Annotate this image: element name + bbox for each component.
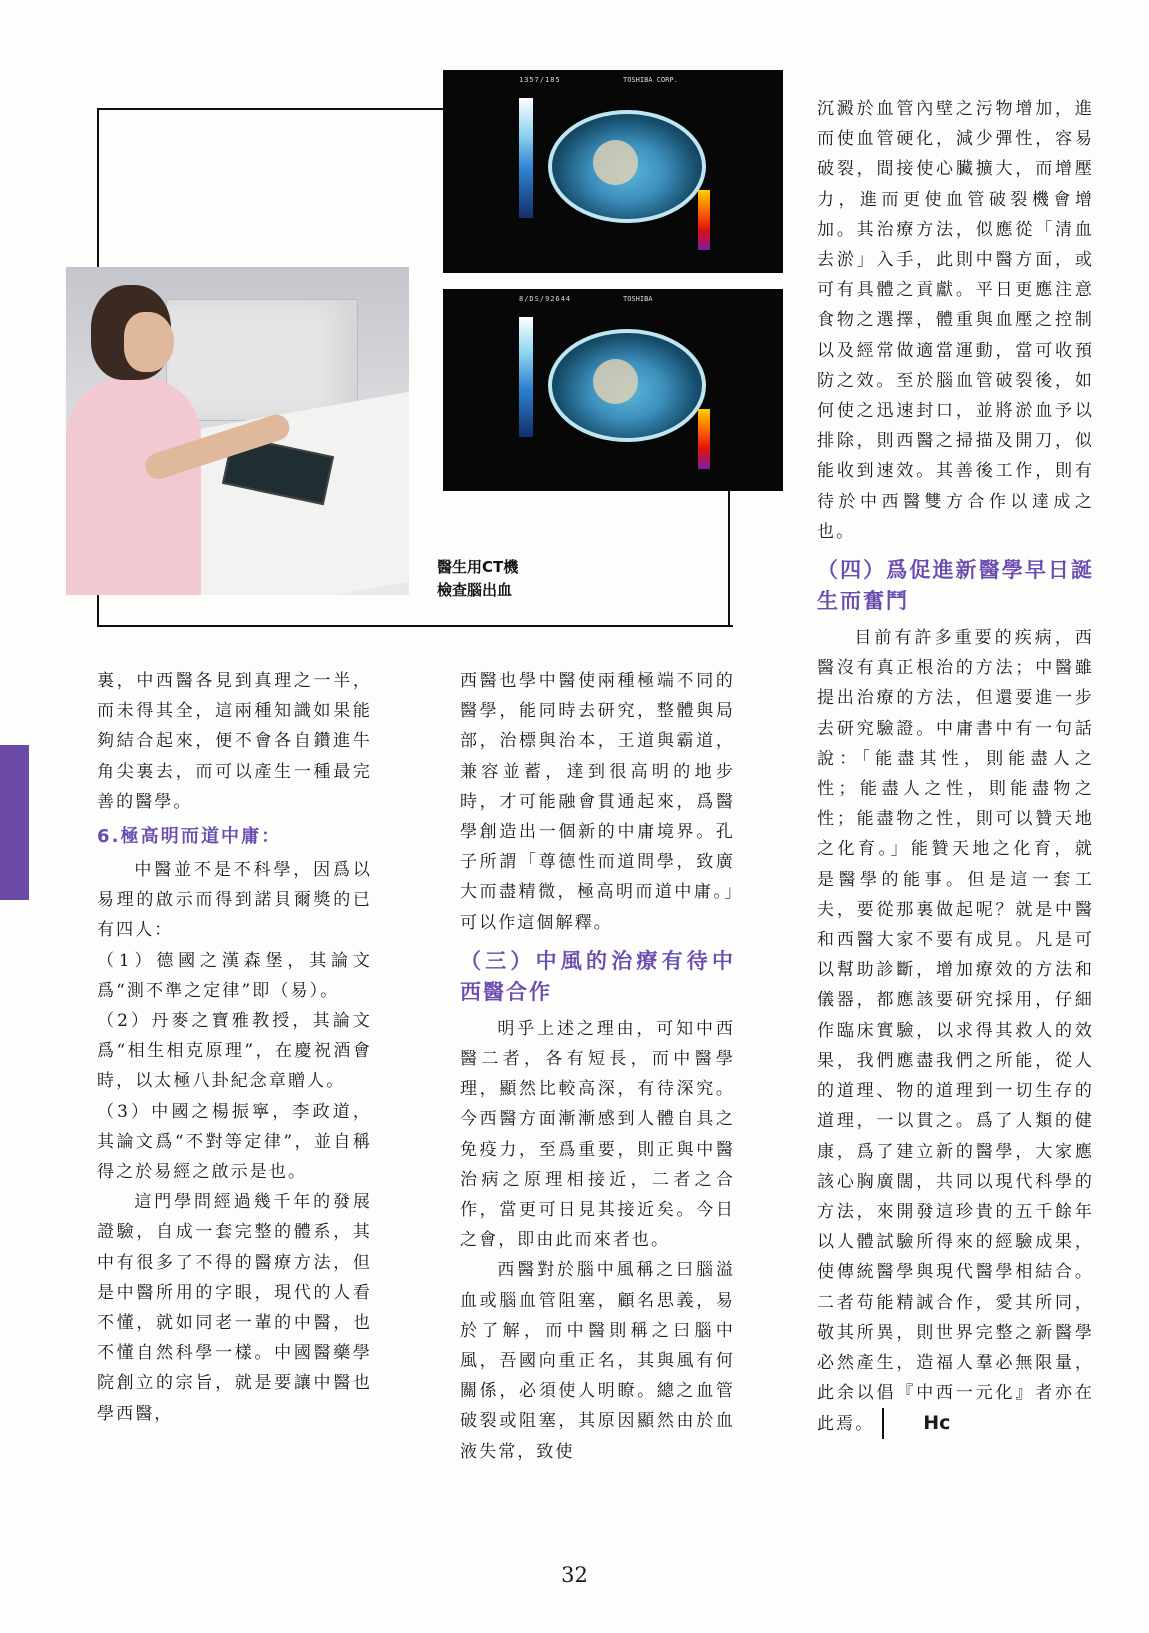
scan-vendor-text: TOSHIBA [623, 295, 653, 303]
scan-vendor-text: TOSHIBA CORP. [623, 76, 678, 84]
figure-caption [437, 556, 518, 602]
section-heading: 6.極高明而道中庸： [97, 826, 282, 848]
doctor-face [124, 312, 174, 372]
ct-gray-scale [519, 98, 533, 218]
ct-scan-image-2 [443, 289, 783, 491]
ct-console-monitor [166, 299, 358, 421]
text-column-1 [97, 666, 372, 1429]
list-item: （1）德國之漢森堡，其論文爲“測不準之定律”即（易）。 [97, 950, 372, 1001]
section-heading: （三）中風的治療有待中西醫合作 [460, 948, 735, 1004]
paragraph: 沉澱於血管內壁之污物增加，進而使血管硬化，減少彈性，容易破裂，間接使心臟擴大，而增壓力，進而更使血管破裂機會增加。其治療方法，似應從「清血去淤」入手，此則中醫方面，或可有具體之貢獻。平日更應注意食物之選擇，體重與血壓之控制以及經常做適當運動，當可收預防之效。至於腦血管破裂後，如何使之迅速封口，並將淤血予以排除，則西醫之掃描及開刀，似能收到速效。其善後工作，則有待於中西醫雙方合作以達成之也。 [817, 99, 1094, 542]
doctor-figure [66, 377, 201, 595]
paragraph: 西醫也學中醫使兩種極端不同的醫學，能同時去研究，整體與局部，治標與治本，王道與霸道，兼容並蓄，達到很高明的地步時，才可能融會貫通起來，爲醫學創造出一個新的中庸境界。孔子所謂「尊德性而道問學，致廣大而盡精微，極高明而道中庸。」可以作這個解釋。 [460, 671, 735, 933]
list-item: （3）中國之楊振寧，李政道，其論文爲“不對等定律”，並自稱得之於易經之啟示是也。 [97, 1101, 372, 1183]
paragraph: 明乎上述之理由，可知中西醫二者，各有短長，而中醫學理，顯然比較高深，有待深究。今西醫方面漸漸感到人體自具之免疫力，至爲重要，則正與中醫治病之原理相接近，二者之合作，當更可日見其接近矣。今日之會，即由此而來者也。 [460, 1018, 735, 1251]
paragraph: 裏，中西醫各見到真理之一半，而未得其全，這兩種知識如果能夠結合起來，便不會各自鑽進牛角尖裏去，而可以產生一種最完善的醫學。 [97, 671, 372, 812]
ct-heart-region [593, 140, 638, 185]
ct-color-scale [698, 409, 710, 469]
ct-scan-image-1 [443, 70, 783, 273]
paragraph: 這門學問經過幾千年的發展證驗，自成一套完整的體系，其中有很多了不得的醫療方法，但是中醫所用的字眼，現代的人看不懂，就如同老一輩的中醫，也不懂自然科學一樣。中國醫藥學院創立的宗旨，就是要讓中醫也學西醫， [97, 1192, 372, 1424]
publisher-logo: Hc [882, 1408, 951, 1438]
paragraph-text: 目前有許多重要的疾病，西醫沒有真正根治的方法；中醫雖提出治療的方法，但還要進一步去研究驗證。中庸書中有一句話說：「能盡其性，則能盡人之性；能盡人之性，則能盡物之性；能盡物之性，則可以贊天地之化育。」能贊天地之化育，就是醫學的能事。但是這一套工夫，要從那裏做起呢？就是中醫和西醫大家不要有成見。凡是可以幫助診斷，增加療效的方法和儀器，都應該要研究採用，仔細作臨床實驗，以求得其救人的效果，我們應盡我們之所能，從人的道理、物的道理到一切生存的道理，一以貫之。爲了人類的健康，爲了建立新的醫學，大家應該心胸廣闊，共同以現代科學的方法，來開發這珍貴的五千餘年以人體試驗所得來的經驗成果，使傳統醫學與現代醫學相結合。二者苟能精誠合作，愛其所同，敬其所異，則世界完整之新醫學必然產生，造福人羣必無限量，此余以倡『中西一元化』者亦在此焉。 [817, 628, 1094, 1435]
ct-gray-scale [519, 317, 533, 437]
section-heading: （四）爲促進新醫學早日誕生而奮鬥 [817, 558, 1094, 614]
ct-heart-region [593, 359, 638, 404]
ct-color-scale [698, 190, 710, 250]
text-column-3 [817, 94, 1094, 1440]
scan-header-text: 1357/185 [519, 76, 561, 84]
scan-header-text: 8/DS/92644 [519, 295, 572, 303]
figure-frame-right-edge [728, 478, 730, 625]
text-column-2 [460, 666, 735, 1467]
caption-line-2: 檢查腦出血 [437, 581, 513, 599]
caption-line-1: 醫生用CT機 [437, 558, 519, 576]
paragraph [817, 623, 1094, 1439]
page-number: 32 [561, 1563, 588, 1587]
list-item: （2）丹麥之寶雅教授，其論文爲“相生相克原理”，在慶祝酒會時，以太極八卦紀念章贈人。 [97, 1011, 372, 1092]
paragraph: 西醫對於腦中風稱之曰腦溢血或腦血管阻塞，顧名思義，易於了解，而中醫則稱之曰腦中風，吾國向重正名，其與風有何關係，必須使人明瞭。總之血管破裂或阻塞，其原因顯然由於血液失常，致使 [460, 1260, 735, 1462]
section-tab [0, 745, 29, 900]
doctor-photo [66, 267, 409, 595]
paragraph: 中醫並不是不科學，因爲以易理的啟示而得到諾貝爾獎的已有四人： [97, 860, 372, 941]
